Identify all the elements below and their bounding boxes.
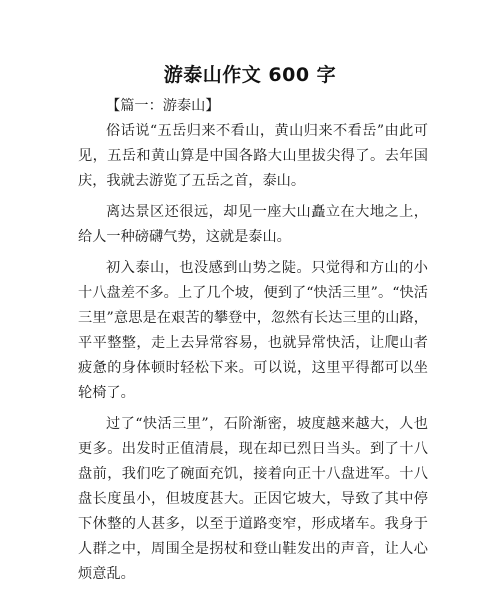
- paragraph: 离达景区还很远，却见一座大山矗立在大地之上，给人一种磅礴气势，这就是泰山。: [78, 204, 428, 245]
- paragraph: 初入泰山，也没感到山势之陡。只觉得和方山的小十八盘差不多。上了几个坡，便到了“快活三里”。“快活三里”意思是在艰苦的攀登中，忽然有长达三里的山路，平平整整，走上去异常容易，也就异常快活，让爬山者疲惫的身体顿时轻松下来。可以说，这里平得都可以坐轮椅了。: [78, 260, 428, 401]
- section-heading: 【篇一：游泰山】: [106, 98, 220, 114]
- document-body: [78, 94, 428, 593]
- paragraph: 俗话说“五岳归来不看山，黄山归来不看岳”由此可见，五岳和黄山算是中国各路大山里拔尖得了。去年国庆，我就去游览了五岳之首，泰山。: [78, 123, 428, 189]
- paragraph: 过了“快活三里”，石阶渐密，坡度越来越大，人也更多。出发时正值清晨，现在却已烈日当头。到了十八盘前，我们吃了碗面充饥，接着向正十八盘进军。十八盘长度虽小，但坡度甚大。正因它坡大，导致了其中停下休整的人甚多，以至于道路变窄，形成堵车。我身于人群之中，周围全是拐杖和登山鞋发出的声音，让人心烦意乱。: [78, 416, 428, 582]
- document-title: 游泰山作文 600 字: [163, 64, 337, 86]
